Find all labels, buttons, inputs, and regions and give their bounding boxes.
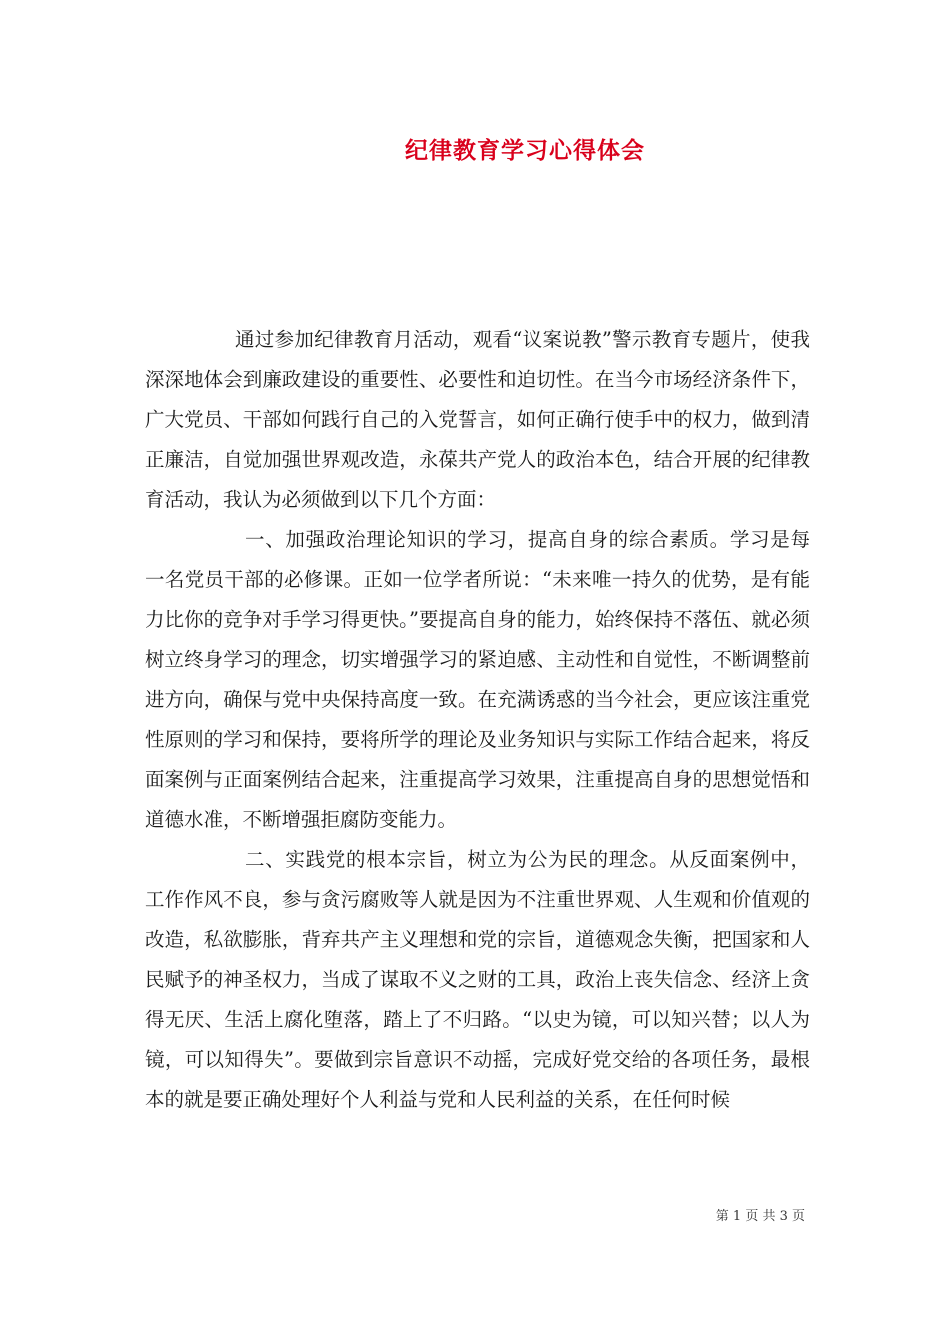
document-title: 纪律教育学习心得体会 xyxy=(405,137,645,164)
paragraph-section-one: 一、加强政治理论知识的学习，提高自身的综合素质。学习是每一名党员干部的必修课。正如一位学者所说：“未来唯一持久的优势，是有能力比你的竞争对手学习得更快。”要提高自身的能力，始终保持不落伍、就必须树立终身学习的理念，切实增强学习的紧迫感、主动性和自觉性，不断调整前进方向，确保与党中央保持高度一致。在充满诱惑的当今社会，更应该注重党性原则的学习和保持，要将所学的理论及业务知识与实际工作结合起来，将反面案例与正面案例结合起来，注重提高学习效果，注重提高自身的思想觉悟和道德水准，不断增强拒腐防变能力。 xyxy=(145,528,810,831)
document-body xyxy=(145,320,810,1120)
page-number-footer: 第 1 页 共 3 页 xyxy=(715,1209,805,1224)
paragraph-intro: 通过参加纪律教育月活动，观看“议案说教”警示教育专题片，使我深深地体会到廉政建设的重要性、必要性和迫切性。在当今市场经济条件下，广大党员、干部如何践行自己的入党誓言，如何正确行使手中的权力，做到清正廉洁，自觉加强世界观改造，永葆共产党人的政治本色，结合开展的纪律教育活动，我认为必须做到以下几个方面： xyxy=(145,328,810,511)
paragraph-section-two: 二、实践党的根本宗旨，树立为公为民的理念。从反面案例中，工作作风不良，参与贪污腐败等人就是因为不注重世界观、人生观和价值观的改造，私欲膨胀，背弃共产主义理想和党的宗旨，道德观念失衡，把国家和人民赋予的神圣权力，当成了谋取不义之财的工具，政治上丧失信念、经济上贪得无厌、生活上腐化堕落，踏上了不归路。“以史为镜，可以知兴替；以人为镜，可以知得失”。要做到宗旨意识不动摇，完成好党交给的各项任务，最根本的就是要正确处理好个人利益与党和人民利益的关系，在任何时候 xyxy=(145,848,810,1111)
